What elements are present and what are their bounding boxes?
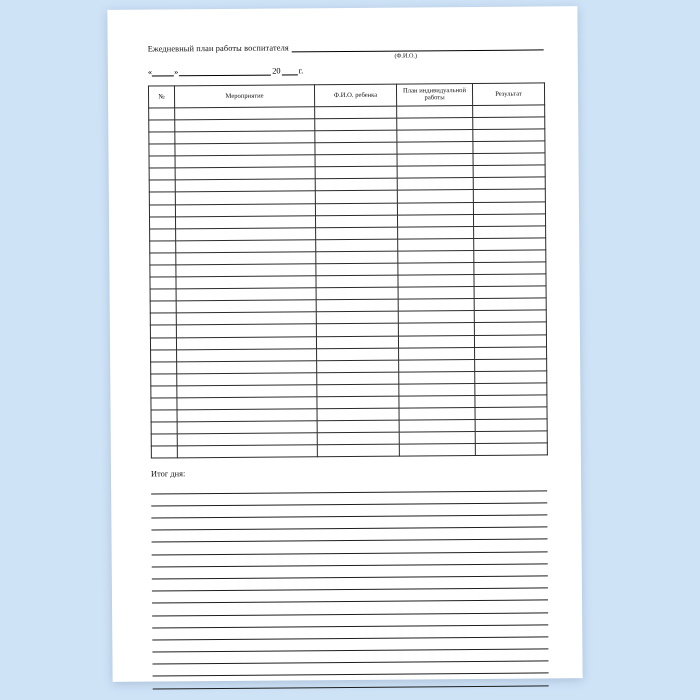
table-cell[interactable] (397, 202, 473, 215)
table-cell[interactable] (316, 336, 398, 349)
table-cell[interactable] (397, 154, 473, 167)
table-cell[interactable] (149, 180, 175, 192)
table-cell[interactable] (398, 335, 474, 348)
table-cell[interactable] (473, 105, 545, 118)
table-cell[interactable] (175, 119, 315, 132)
table-cell[interactable] (473, 129, 545, 142)
table-cell[interactable] (175, 143, 315, 156)
plan-table (148, 82, 548, 459)
table-cell[interactable] (316, 311, 398, 324)
year-prefix: 20 (272, 66, 281, 76)
table-cell[interactable] (317, 372, 399, 385)
table-cell[interactable] (176, 336, 316, 349)
table-cell[interactable] (474, 286, 546, 299)
column-header-number: № (148, 86, 174, 108)
fio-caption: (Ф.И.О.) (394, 52, 418, 60)
table-cell[interactable] (150, 301, 176, 313)
table-cell[interactable] (176, 276, 316, 289)
table-cell[interactable] (315, 118, 397, 131)
table-cell[interactable] (176, 288, 316, 301)
table-cell[interactable] (151, 422, 177, 434)
table-cell[interactable] (177, 348, 317, 361)
table-cell[interactable] (176, 252, 316, 265)
table-cell[interactable] (397, 117, 473, 130)
table-cell[interactable] (149, 108, 175, 120)
table-cell[interactable] (398, 299, 474, 312)
table-cell[interactable] (474, 250, 546, 263)
table-cell[interactable] (149, 204, 175, 216)
table-cell[interactable] (177, 385, 317, 398)
table-cell[interactable] (177, 445, 317, 458)
table-cell[interactable] (177, 373, 317, 386)
table-cell[interactable] (150, 229, 176, 241)
table-cell[interactable] (475, 359, 547, 372)
table-cell[interactable] (149, 156, 175, 168)
table-cell[interactable] (475, 371, 547, 384)
table-cell[interactable] (151, 374, 177, 386)
table-cell[interactable] (475, 383, 547, 396)
table-cell[interactable] (399, 347, 475, 360)
table-cell[interactable] (317, 432, 399, 445)
table-cell[interactable] (473, 189, 545, 202)
table-cell[interactable] (150, 289, 176, 301)
table-cell[interactable] (316, 227, 398, 240)
table-row[interactable] (151, 443, 547, 458)
table-cell[interactable] (398, 275, 474, 288)
table-cell[interactable] (175, 215, 315, 228)
table-cell[interactable] (398, 250, 474, 263)
date-row (148, 64, 544, 76)
table-cell[interactable] (398, 238, 474, 251)
table-cell[interactable] (473, 141, 545, 154)
date-quote-close: » (174, 67, 179, 77)
page-title: Ежедневный план работы воспитателя (147, 43, 289, 54)
table-cell[interactable] (149, 168, 175, 180)
month-write-in[interactable] (179, 67, 271, 77)
year-suffix: г. (298, 66, 304, 76)
summary-line[interactable] (153, 674, 549, 689)
table-cell[interactable] (397, 129, 473, 142)
table-cell[interactable] (474, 262, 546, 275)
table-cell[interactable] (473, 117, 545, 130)
table-cell[interactable] (176, 227, 316, 240)
table-cell[interactable] (177, 397, 317, 410)
table-cell[interactable] (316, 275, 398, 288)
table-cell[interactable] (315, 203, 397, 216)
table-cell[interactable] (399, 371, 475, 384)
table-cell[interactable] (176, 300, 316, 313)
table-cell[interactable] (315, 154, 397, 167)
table-cell[interactable] (150, 325, 176, 337)
table-cell[interactable] (150, 265, 176, 277)
table-cell[interactable] (474, 322, 546, 335)
table-cell[interactable] (175, 155, 315, 168)
table-cell[interactable] (151, 434, 177, 446)
plan-table-body (149, 105, 548, 459)
column-header-child-name: Ф.И.О. ребенка (314, 84, 396, 106)
table-cell[interactable] (176, 240, 316, 253)
table-cell[interactable] (175, 203, 315, 216)
table-cell[interactable] (316, 287, 398, 300)
table-cell[interactable] (475, 407, 547, 420)
table-cell[interactable] (175, 191, 315, 204)
table-cell[interactable] (474, 274, 546, 287)
column-header-event: Мероприятие (174, 85, 314, 108)
column-header-result: Результат (472, 83, 544, 105)
table-cell[interactable] (317, 444, 399, 457)
fio-write-in-rule[interactable] (292, 40, 544, 52)
table-cell[interactable] (398, 262, 474, 275)
table-cell[interactable] (315, 106, 397, 119)
table-cell[interactable] (397, 142, 473, 155)
table-cell[interactable] (151, 410, 177, 422)
table-cell[interactable] (151, 398, 177, 410)
table-cell[interactable] (398, 311, 474, 324)
table-cell[interactable] (175, 106, 315, 119)
table-cell[interactable] (149, 132, 175, 144)
document-content (148, 40, 549, 689)
table-cell[interactable] (150, 337, 176, 349)
table-cell[interactable] (397, 105, 473, 118)
table-cell[interactable] (315, 142, 397, 155)
table-cell[interactable] (473, 165, 545, 178)
table-cell[interactable] (473, 214, 545, 227)
table-cell[interactable] (399, 408, 475, 421)
table-cell[interactable] (316, 299, 398, 312)
table-cell[interactable] (399, 383, 475, 396)
table-cell[interactable] (150, 277, 176, 289)
table-cell[interactable] (177, 409, 317, 422)
table-cell[interactable] (473, 177, 545, 190)
table-cell[interactable] (317, 396, 399, 409)
year-write-in[interactable] (282, 66, 298, 75)
table-cell[interactable] (175, 179, 315, 192)
table-cell[interactable] (397, 166, 473, 179)
table-cell[interactable] (398, 226, 474, 239)
table-cell[interactable] (176, 264, 316, 277)
table-cell[interactable] (149, 192, 175, 204)
table-cell[interactable] (475, 443, 547, 456)
table-cell[interactable] (315, 166, 397, 179)
table-cell[interactable] (176, 324, 316, 337)
table-cell[interactable] (317, 420, 399, 433)
day-write-in[interactable] (152, 67, 174, 76)
table-cell[interactable] (397, 214, 473, 227)
table-cell[interactable] (474, 334, 546, 347)
table-cell[interactable] (149, 216, 175, 228)
table-cell[interactable] (399, 395, 475, 408)
table-cell[interactable] (399, 444, 475, 457)
table-cell[interactable] (315, 130, 397, 143)
table-cell[interactable] (316, 324, 398, 337)
table-cell[interactable] (317, 360, 399, 373)
table-cell[interactable] (474, 226, 546, 239)
table-cell[interactable] (176, 312, 316, 325)
table-cell[interactable] (317, 408, 399, 421)
table-cell[interactable] (399, 420, 475, 433)
table-cell[interactable] (317, 348, 399, 361)
table-cell[interactable] (398, 287, 474, 300)
table-cell[interactable] (397, 190, 473, 203)
table-cell[interactable] (473, 201, 545, 214)
table-cell[interactable] (151, 362, 177, 374)
column-header-individual-plan: План индивидуальной работы (396, 83, 472, 105)
table-cell[interactable] (399, 359, 475, 372)
table-cell[interactable] (475, 419, 547, 432)
table-cell[interactable] (397, 178, 473, 191)
table-cell[interactable] (315, 190, 397, 203)
table-cell[interactable] (151, 386, 177, 398)
table-cell[interactable] (316, 263, 398, 276)
table-cell[interactable] (315, 178, 397, 191)
date-quote-open: « (147, 67, 153, 77)
table-cell[interactable] (149, 144, 175, 156)
table-cell[interactable] (475, 395, 547, 408)
table-cell[interactable] (475, 431, 547, 444)
table-cell[interactable] (151, 349, 177, 361)
document-sheet (107, 6, 582, 682)
table-header-row (148, 83, 544, 108)
table-cell[interactable] (475, 347, 547, 360)
table-cell[interactable] (474, 298, 546, 311)
table-cell[interactable] (177, 360, 317, 373)
table-cell[interactable] (399, 432, 475, 445)
table-cell[interactable] (315, 215, 397, 228)
table-cell[interactable] (177, 421, 317, 434)
table-cell[interactable] (474, 310, 546, 323)
table-cell[interactable] (474, 238, 546, 251)
table-cell[interactable] (316, 239, 398, 252)
table-cell[interactable] (151, 446, 177, 458)
table-cell[interactable] (150, 241, 176, 253)
summary-label: Итог дня: (150, 469, 186, 479)
table-cell[interactable] (473, 153, 545, 166)
table-cell[interactable] (149, 120, 175, 132)
table-cell[interactable] (175, 167, 315, 180)
table-cell[interactable] (175, 131, 315, 144)
table-cell[interactable] (316, 251, 398, 264)
summary-write-in-lines (151, 479, 549, 689)
table-cell[interactable] (177, 433, 317, 446)
table-cell[interactable] (317, 384, 399, 397)
table-cell[interactable] (150, 253, 176, 265)
table-cell[interactable] (150, 313, 176, 325)
table-cell[interactable] (398, 323, 474, 336)
